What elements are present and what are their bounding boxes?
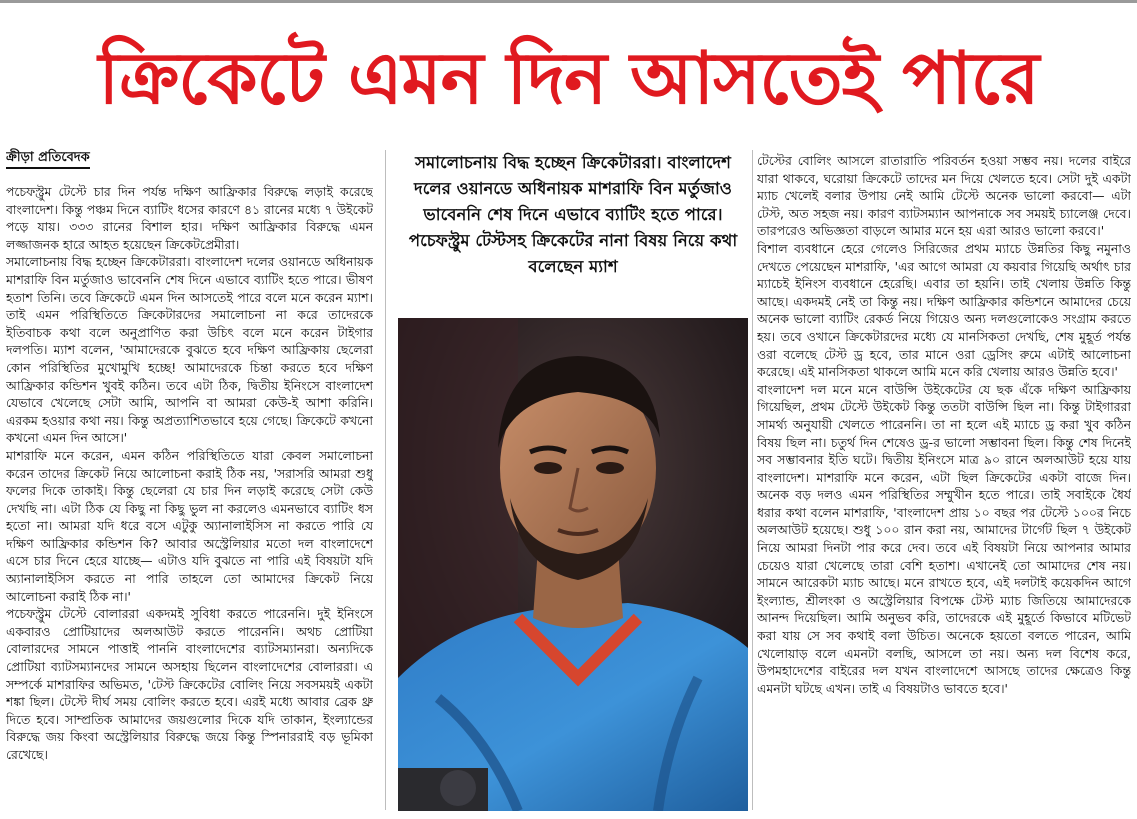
column-divider [752, 150, 753, 810]
paragraph: বিশাল ব্যবধানে হেরে গেলেও সিরিজের প্রথম ম্যাচে উন্নতির কিছু নমুনাও দেখতে পেয়েছেন মাশরাফি, 'এর আগে আমরা যে কয়বার গিয়েছি অর্থাৎ চার ম্যাচেই ইনিংস ব্যবধানে হেরেছি। এবার তা হয়নি। তাই খেলায় উন্নতি কিন্তু আছে। একদমই নেই তা কিন্তু নয়। দক্ষিণ আফ্রিকার কন্ডিশনে আমাদের চেয়ে অনেক ভালো ব্যাটিং রেকর্ড নিয়ে গিয়েও অন্য দলগুলোকেও সংগ্রাম করতে হয়। তবে ওখানে ক্রিকেটারদের মধ্যে যে মানসিকতা দেখছি, শেষ মুহূর্ত পর্যন্ত ওরা বলেছে টেস্ট ড্র হবে, তার মানে ওরা ড্রেসিং রুমে এটাই আলোচনা করেছে। এই মানসিকতা থাকলে আমি মনে করি খেলায় আরও উন্নতি হবে।' [757, 240, 1131, 380]
paragraph: বাংলাদেশ দল মনে মনে বাউন্সি উইকেটের যে ছক এঁকে দক্ষিণ আফ্রিকায় গিয়েছিল, প্রথম টেস্টে উইকেট কিন্তু ততটা বাউন্সি ছিল না। কিন্তু টাইগাররা সামর্থ্য অনুযায়ী খেলতে পারেননি। তা না হলে এই ম্যাচে ড্র করা খুব কঠিন বিষয় ছিল না। চতুর্থ দিন শেষেও ড্র-র ভালো সম্ভাবনা ছিল। কিন্তু শেষ দিনেই সব সম্ভাবনার ইতি ঘটে। দ্বিতীয় ইনিংসে মাত্র ৯০ রানে অলআউট হয়ে যায় বাংলাদেশ। মাশরাফি মনে করেন, এটা ছিল ক্রিকেটের একটা বাজে দিন। অনেক বড় দলও এমন পরিস্থিতির সম্মুখীন হতে পারে। তাই সবাইকে ধৈর্য ধরার কথা বলেন মাশরাফি, 'বাংলাদেশ প্রায় ১০ বছর পর টেস্টে ১০০র নিচে অলআউট হয়েছে। শুধু ১০০ রান করা নয়, আমাদের টার্গেট ছিল ৭ উইকেট নিয়ে আমরা দিনটা পার করে দেব। তবে এই বিষয়টা নিয়ে আপনার আমার চেয়েও যারা খেলেছে তারা বেশি হতাশ। এখানেই তো আমাদের শেষ নয়। সামনে আরেকটা ম্যাচ আছে। মনে রাখতে হবে, এই দলটাই কয়েকদিন আগে ইংল্যান্ড, শ্রীলংকা ও অস্ট্রেলিয়ার বিপক্ষে টেস্ট ম্যাচ জিতিয়ে আমাদেরকে আনন্দ দিয়েছিল। আমি অনুভব করি, তাদেরকে এই মুহূর্তে কিভাবে মটিভেট করা যায় সে সব কথাই বলা উচিত। অনেকে হয়তো বলতে পারেন, আমি খেলোয়াড় বলে এমনটা বলছি, আসলে তা নয়। অন্য দল বিশেষ করে, উপমহাদেশের বাইরের দল যখন বাংলাদেশে আসছে তাদের ক্ষেত্রেও কিন্তু এমনটা ঘটছে এখন। তাই এ বিষয়টাও ভাবতে হবে।' [757, 381, 1131, 696]
left-column-body [6, 183, 373, 813]
paragraph: সমালোচনায় বিদ্ধ হচ্ছেন ক্রিকেটাররা। বাংলাদেশ দলের ওয়ানডে অধিনায়ক মাশরাফি বিন মর্তুজাও ভাবেননি শেষ দিনে এভাবে ব্যাটিং হতে পারে। ভীষণ হতাশ তিনি। তবে ক্রিকেটে এমন দিন আসতেই পারে বলে মনে করেন ম্যাশ। তাই এমন পরিস্থিতিতে ক্রিকেটারদের সমালোচনা না করে তাদেরকে ইতিবাচক কথা বলে অনুপ্রাণিত করা উচিৎ বলে মনে করেন টাইগার দলপতি। ম্যাশ বলেন, 'আমাদেরকে বুঝতে হবে দক্ষিণ আফ্রিকায় ছেলেরা কোন পরিস্থিতির মুখোমুখি হচ্ছে! আমাদেরকে চিন্তা করতে হবে দক্ষিণ আফ্রিকার কন্ডিশন খুবই কঠিন। তবে এটা ঠিক, দ্বিতীয় ইনিংসে বাংলাদেশ যেভাবে খেলেছে সেটা আমি, আপনি বা আমরা কেউ-ই আশা করিনি। এরকম হওয়ার কথা নয়। কিন্তু অপ্রত্যাশিতভাবে হয়ে গেছে। ক্রিকেটে কখনো কখনো এমন দিন আসে।' [6, 254, 373, 446]
player-portrait-image [398, 318, 748, 811]
headline: ক্রিকেটে এমন দিন আসতেই পারে [98, 36, 1039, 120]
column-divider [385, 150, 386, 810]
paragraph: মাশরাফি মনে করেন, এমন কঠিন পরিস্থিতিতে যারা কেবল সমালোচনা করেন তাদের ক্রিকেট নিয়ে আলোচনা করাই ঠিক নয়, 'সরাসরি আমরা শুধু ফলের দিকে তাকাই। কিন্তু ছেলেরা যে চার দিন লড়াই করেছে সেটা কেউ দেখছি না। এটা ঠিক যে কিছু না কিছু ভুল না করলেও এমনভাবে ব্যাটিং ধস হতো না। আমরা যদি ধরে বসে এটুকু অ্যানালাইসিস না করতে পারি যে দক্ষিণ আফ্রিকার কন্ডিশন কি? আবার অস্ট্রেলিয়ার মতো দল বাংলাদেশে এসে চার দিনে হেরে যাচ্ছে— এটাও যদি বুঝতে না পারি এই বিষয়টা যদি অ্যানালাইসিস করতে না পারি তাহলে তো আমাদের ক্রিকেট নিয়ে আলোচনা করাই ঠিক না।' [6, 447, 373, 604]
paragraph: পচেফস্ট্রুম টেস্টে চার দিন পর্যন্ত দক্ষিণ আফ্রিকার বিরুদ্ধে লড়াই করেছে বাংলাদেশ। কিন্তু পঞ্চম দিনে ব্যাটিং ধসের কারণে ৪১ রানের মধ্যে ৭ উইকেট পড়ে যায়। ৩৩৩ রানের বিশাল হার। দক্ষিণ আফ্রিকার বিরুদ্ধে এমন লজ্জাজনক হারে আহত হয়েছেন ক্রিকেটপ্রেমীরা। [6, 184, 373, 252]
left-column [6, 148, 373, 814]
right-column [757, 152, 1131, 814]
paragraph: পচেফস্ট্রুম টেস্টে বোলাররা একদমই সুবিধা করতে পারেননি। দুই ইনিংসে একবারও প্রোটিয়াদের অলআউট করতে পারেননি। অথচ প্রোটিয়া বোলারদের সামনে পাত্তাই পাননি বাংলাদেশের ব্যাটসম্যানরা। অন্যদিকে প্রোটিয়া ব্যাটসম্যানদের সামনে অসহায় ছিলেন বাংলাদেশের বোলাররা। এ সম্পর্কে মাশরাফির অভিমত, 'টেস্ট ক্রিকেটের বোলিং নিয়ে সবসময়ই একটা শঙ্কা ছিল। টেস্টে দীর্ঘ সময় বোলিং করতে হবে। এরই মধ্যে আবার ব্রেক থ্রু দিতে হবে। সাম্প্রতিক আমাদের জয়গুলোর দিকে যদি তাকান, ইংল্যান্ডের বিরুদ্ধে জয় কিংবা অস্ট্রেলিয়ার বিরুদ্ধে জয়ে কিন্তু স্পিনাররাই বড় ভূমিকা রেখেছে। [6, 606, 373, 762]
pull-quote: সমালোচনায় বিদ্ধ হচ্ছেন ক্রিকেটাররা। বাংলাদেশ দলের ওয়ানডে অধিনায়ক মাশরাফি বিন মর্তুজাও ভাবেননি শেষ দিনে এভাবে ব্যাটিং হতে পারে। পচেফস্ট্রুম টেস্টসহ ক্রিকেটের নানা বিষয় নিয়ে কথা বলেছেন ম্যাশ [408, 153, 738, 276]
top-rule [0, 0, 1137, 3]
paragraph: টেস্টের বোলিং আসলে রাতারাতি পরিবর্তন হওয়া সম্ভব নয়। দলের বাইরে যারা থাকবে, ঘরোয়া ক্রিকেটে তাদের মন দিয়ে খেলতে হবে। সেটা দুই একটা ম্যাচ খেলেই বলার উপায় নেই আমি টেস্টে অনেক ভালো করবো— এটা টেস্ট, অত সহজ নয়। কারণ ব্যাটসম্যান আপনাকে সব সময়ই চ্যালেঞ্জ দেবে। তারপরেও অভিজ্ঞতা বাড়লে আমার মনে হয় এরা আরও ভালো করবে।' [757, 153, 1131, 239]
player-photo [398, 318, 748, 811]
byline: ক্রীড়া প্রতিবেদক [6, 149, 90, 169]
